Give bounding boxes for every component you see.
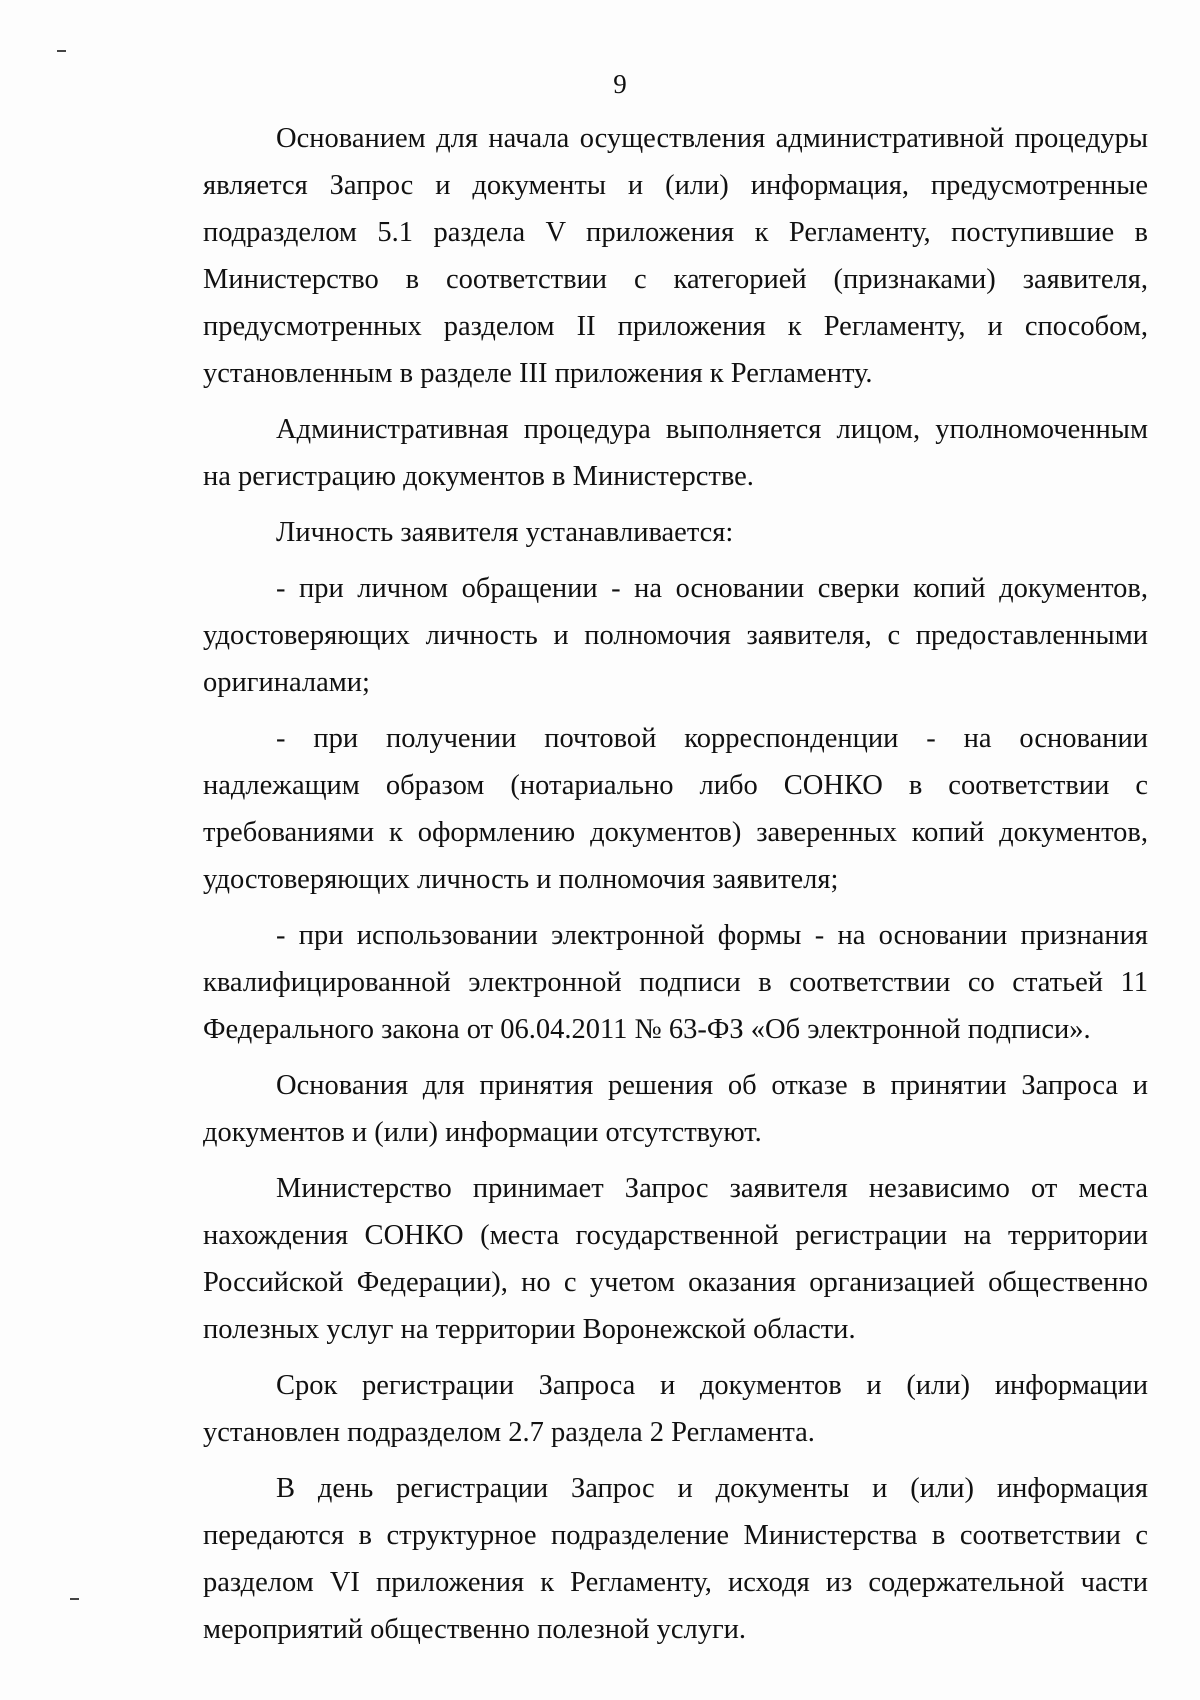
paragraph-executor: Административная процедура выполняется лицом, уполномоченным на регистрацию документов в Министерстве. [203, 414, 1148, 492]
paragraph-registration-term: Срок регистрации Запроса и документов и (или) информации установлен подразделом 2.7 раздела 2 Регламента. [203, 1370, 1148, 1448]
paragraph-basis: Основанием для начала осуществления административной процедуры является Запрос и документы и (или) информация, предусмотренные подразделом 5.1 раздела V приложения к Регламенту, поступившие в Министерство в соответствии с категорией (признаками) заявителя, предусмотренных разделом II приложения к Регламенту, и способом, установленным в разделе III приложения к Регламенту. [203, 123, 1148, 389]
paragraph-refusal-grounds: Основания для принятия решения об отказе в принятии Запроса и документов и (или) информации отсутствуют. [203, 1070, 1148, 1148]
paragraph-acceptance: Министерство принимает Запрос заявителя независимо от места нахождения СОНКО (места государственной регистрации на территории Российской Федерации), но с учетом оказания организацией общественно полезных услуг на территории Воронежской области. [203, 1173, 1148, 1345]
paragraph-identity-mail: - при получении почтовой корреспонденции - на основании надлежащим образом (нотариально либо СОНКО в соответствии с требованиями к оформлению документов) заверенных копий документов, удостоверяющих личность и полномочия заявителя; [203, 723, 1148, 895]
paragraph-transfer: В день регистрации Запрос и документы и (или) информация передаются в структурное подразделение Министерства в соответствии с разделом VI приложения к Регламенту, исходя из содержательной части мероприятий общественно полезной услуги. [203, 1473, 1148, 1645]
page-number: 9 [613, 69, 627, 99]
scan-mark-bottom [70, 1598, 79, 1600]
scan-mark-top [57, 50, 66, 52]
paragraph-identity-personal: - при личном обращении - на основании сверки копий документов, удостоверяющих личность и полномочия заявителя, с предоставленными оригиналами; [203, 573, 1148, 698]
paragraph-identity-heading: Личность заявителя устанавливается: [276, 517, 734, 548]
document-body [203, 115, 1148, 1662]
paragraph-identity-electronic: - при использовании электронной формы - на основании признания квалифицированной электронной подписи в соответствии со статьей 11 Федерального закона от 06.04.2011 № 63-ФЗ «Об электронной подписи». [203, 920, 1148, 1045]
